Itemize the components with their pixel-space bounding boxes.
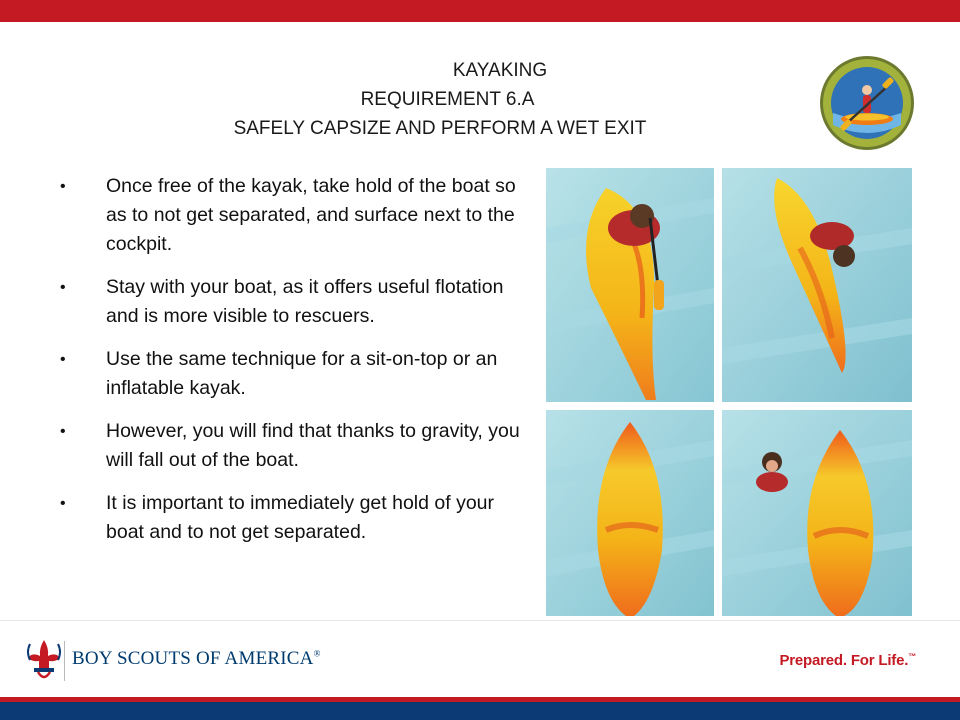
photo-capsize-over bbox=[722, 168, 912, 402]
bullet-dot: • bbox=[60, 178, 66, 195]
title-line-1: KAYAKING bbox=[452, 60, 548, 81]
photo-grid bbox=[546, 168, 912, 616]
logo-divider bbox=[64, 641, 65, 681]
kayaking-merit-badge-icon bbox=[819, 55, 915, 151]
fleur-de-lis-icon bbox=[22, 638, 66, 684]
footer-divider bbox=[0, 620, 960, 621]
bullet-text: Use the same technique for a sit-on-top or an inflatable kayak. bbox=[106, 348, 498, 399]
bullet-dot: • bbox=[60, 279, 66, 296]
photo-kayak-upside-down bbox=[546, 410, 714, 616]
tagline: Prepared. For Life.™ bbox=[779, 652, 916, 669]
bullet-text: Stay with your boat, as it offers useful flotation and is more visible to rescuers. bbox=[106, 276, 504, 327]
title-line-2: REQUIREMENT 6.A bbox=[360, 89, 535, 110]
bottom-blue-bar bbox=[0, 702, 960, 720]
bullet-item bbox=[60, 489, 530, 547]
bullet-dot: • bbox=[60, 495, 66, 512]
slide-title bbox=[150, 56, 790, 143]
bullet-text: Once free of the kayak, take hold of the boat so as to not get separated, and surface next to the cockpit. bbox=[106, 175, 516, 255]
bullet-item bbox=[60, 417, 530, 475]
photo-wet-exit-surfaced bbox=[722, 410, 912, 616]
top-red-bar bbox=[0, 0, 960, 22]
bullet-text: It is important to immediately get hold of your boat and to not get separated. bbox=[106, 492, 495, 543]
bullet-list bbox=[60, 172, 530, 561]
photo-capsize-start bbox=[546, 168, 714, 402]
organization-name: BOY SCOUTS OF AMERICA® bbox=[72, 648, 321, 669]
title-line-3: SAFELY CAPSIZE AND PERFORM A WET EXIT bbox=[233, 118, 647, 139]
bullet-text: However, you will find that thanks to gravity, you will fall out of the boat. bbox=[106, 420, 520, 471]
bullet-item bbox=[60, 345, 530, 403]
bullet-item bbox=[60, 273, 530, 331]
bullet-dot: • bbox=[60, 351, 66, 368]
bullet-dot: • bbox=[60, 423, 66, 440]
bullet-item bbox=[60, 172, 530, 259]
